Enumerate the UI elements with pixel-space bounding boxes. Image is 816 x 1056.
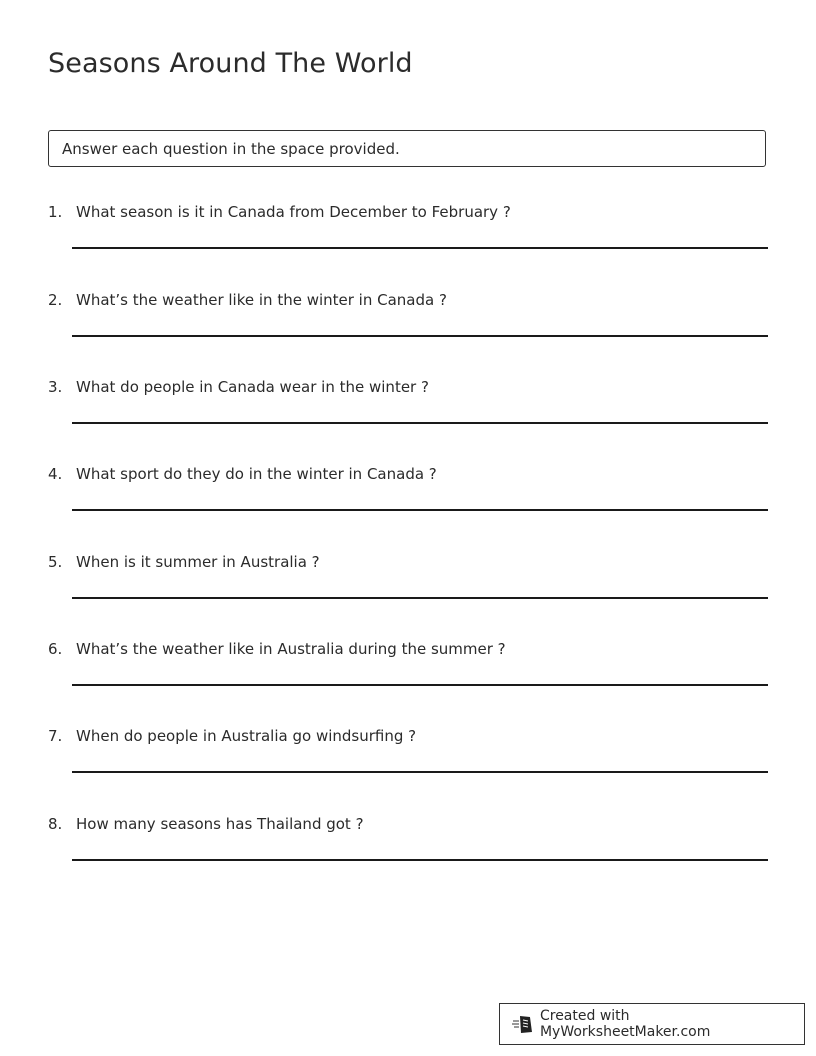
question-text: What’s the weather like in the winter in Canada ? xyxy=(76,291,447,309)
question-text: What season is it in Canada from December to February ? xyxy=(76,203,511,221)
question-text: How many seasons has Thailand got ? xyxy=(76,815,364,833)
question-item xyxy=(48,640,768,720)
answer-line[interactable] xyxy=(72,422,768,424)
answer-line[interactable] xyxy=(72,597,768,599)
question-number: 6. xyxy=(48,640,63,658)
worksheet-logo-icon xyxy=(512,1013,534,1035)
question-item xyxy=(48,203,768,283)
question-number: 5. xyxy=(48,553,63,571)
page-title: Seasons Around The World xyxy=(48,48,413,79)
question-item xyxy=(48,553,768,633)
question-item xyxy=(48,465,768,545)
question-item xyxy=(48,727,768,807)
question-item xyxy=(48,815,768,895)
answer-line[interactable] xyxy=(72,684,768,686)
question-number: 8. xyxy=(48,815,63,833)
answer-line[interactable] xyxy=(72,771,768,773)
question-item xyxy=(48,378,768,458)
question-number: 4. xyxy=(48,465,63,483)
question-text: When do people in Australia go windsurfing ? xyxy=(76,727,417,745)
answer-line[interactable] xyxy=(72,509,768,511)
question-text: What’s the weather like in Australia during the summer ? xyxy=(76,640,506,658)
question-item xyxy=(48,291,768,371)
question-number: 7. xyxy=(48,727,63,745)
instructions-box: Answer each question in the space provided. xyxy=(48,130,766,167)
question-text: What sport do they do in the winter in Canada ? xyxy=(76,465,437,483)
question-text: What do people in Canada wear in the winter ? xyxy=(76,378,429,396)
question-number: 3. xyxy=(48,378,63,396)
question-number: 2. xyxy=(48,291,63,309)
footer-text: Created with MyWorksheetMaker.com xyxy=(539,1008,711,1040)
answer-line[interactable] xyxy=(72,335,768,337)
footer-credit[interactable] xyxy=(499,1003,805,1045)
question-text: When is it summer in Australia ? xyxy=(76,553,320,571)
answer-line[interactable] xyxy=(72,859,768,861)
answer-line[interactable] xyxy=(72,247,768,249)
question-number: 1. xyxy=(48,203,63,221)
